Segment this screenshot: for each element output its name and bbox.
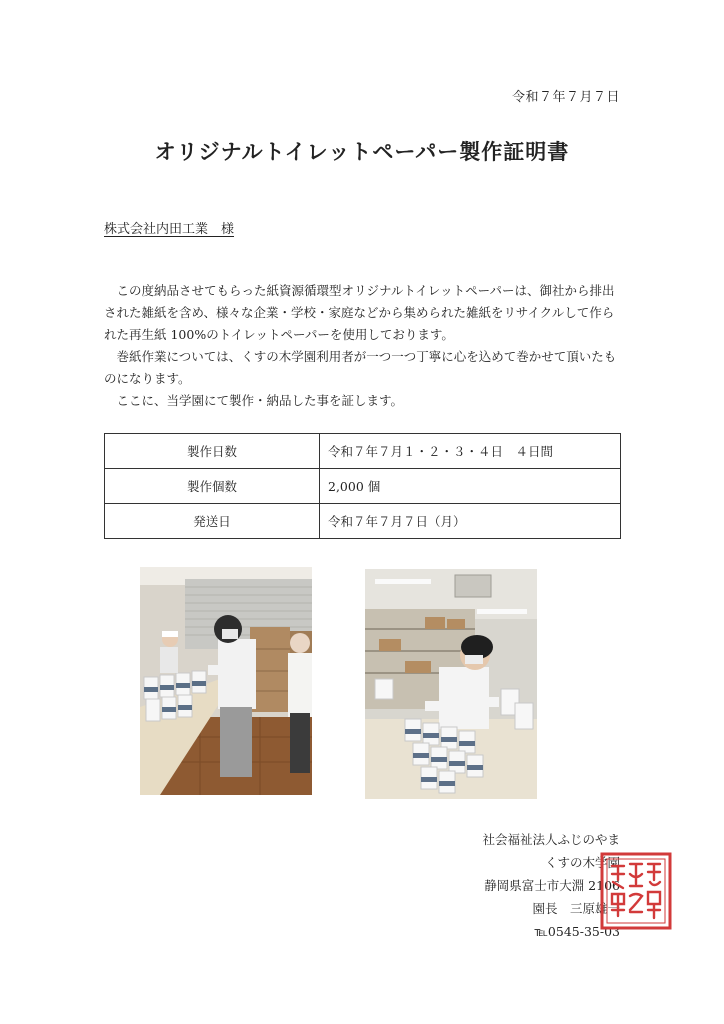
row-label: 発送日 <box>105 504 320 539</box>
issuer-phone: ℡0545-35-03 <box>534 924 620 939</box>
workers-packing-toilet-paper-photo <box>140 567 312 795</box>
row-label: 製作日数 <box>105 434 320 469</box>
certificate-body <box>104 280 624 412</box>
body-paragraph: この度納品させてもらった紙資源循環型オリジナルトイレットペーパーは、御社から排出された雑紙を含め、様々な企業・学校・家庭などから集められた雑紙をリサイクルして作られた再生紙 100%のトイレットペーパーを使用しております。 <box>104 283 615 342</box>
issuer-address: 静岡県富士市大淵 2106 <box>484 878 620 893</box>
official-seal-icon <box>600 852 672 930</box>
issue-date: 令和７年７月７日 <box>511 90 620 105</box>
table-row <box>105 469 621 504</box>
issuer-organization: 社会福祉法人ふじのやま <box>482 832 620 847</box>
production-details-table <box>104 433 621 539</box>
worker-wrapping-toilet-paper-photo <box>365 569 537 799</box>
table-row <box>105 504 621 539</box>
document-title: オリジナルトイレットペーパー製作証明書 <box>154 139 570 164</box>
issuer-director: 園長 三原雄一 <box>532 901 620 916</box>
row-label: 製作個数 <box>105 469 320 504</box>
table-row <box>105 434 621 469</box>
body-paragraph: 巻紙作業については、くすの木学園利用者が一つ一つ丁寧に心を込めて巻かせて頂いたものになります。 <box>104 349 617 386</box>
body-paragraph: ここに、当学園にて製作・納品した事を証します。 <box>116 393 404 408</box>
row-value: 2,000 個 <box>320 469 621 504</box>
row-value: 令和７年７月１・２・３・４日 ４日間 <box>320 434 621 469</box>
recipient-name: 株式会社内田工業 様 <box>104 222 235 237</box>
row-value: 令和７年７月７日（月） <box>320 504 621 539</box>
issuer-facility: くすの木学園 <box>544 855 620 870</box>
